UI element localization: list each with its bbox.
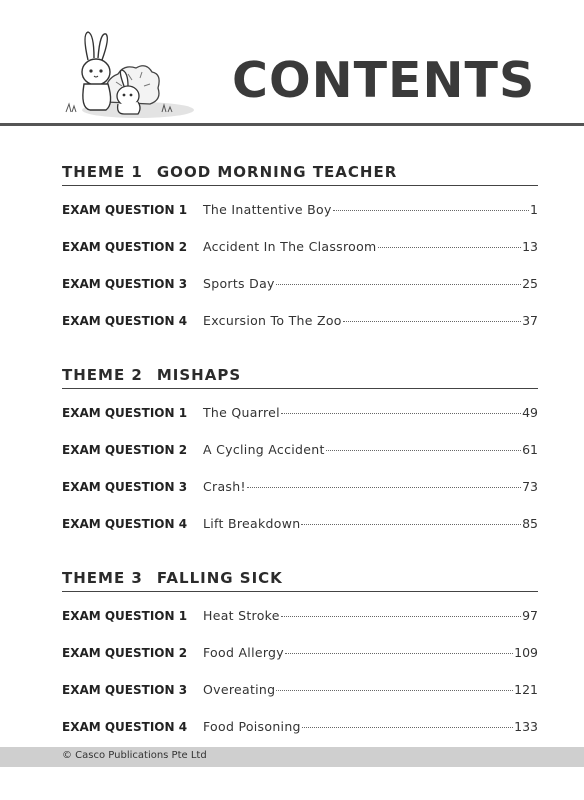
exam-question-label: EXAM QUESTION 2 — [62, 240, 188, 254]
dot-leader — [343, 321, 521, 322]
theme-number: THEME 2 — [62, 366, 143, 384]
entry-title: The Quarrel — [203, 405, 280, 420]
theme-heading — [62, 161, 538, 186]
dot-leader — [281, 616, 521, 617]
toc-entry[interactable] — [62, 313, 538, 331]
page-number: 49 — [522, 405, 538, 420]
page-number: 13 — [522, 239, 538, 254]
copyright-text: © Casco Publications Pte Ltd — [62, 750, 207, 761]
theme-section-2 — [62, 364, 538, 531]
dot-leader — [276, 690, 513, 691]
dot-leader — [281, 413, 521, 414]
toc-entry[interactable] — [62, 405, 538, 423]
exam-question-label: EXAM QUESTION 1 — [62, 203, 188, 217]
toc-entry[interactable] — [62, 682, 538, 700]
header-divider — [0, 123, 584, 126]
theme-name: FALLING SICK — [156, 569, 283, 587]
page-number: 1 — [530, 202, 538, 217]
dot-leader — [302, 727, 513, 728]
exam-question-label: EXAM QUESTION 3 — [62, 480, 188, 494]
dot-leader — [276, 284, 521, 285]
dot-leader — [301, 524, 521, 525]
footer-bar — [0, 747, 584, 767]
dot-leader — [285, 653, 513, 654]
entry-title: The Inattentive Boy — [203, 202, 332, 217]
exam-question-label: EXAM QUESTION 2 — [62, 646, 188, 660]
toc-entry[interactable] — [62, 479, 538, 497]
theme-heading — [62, 364, 538, 389]
page-number: 37 — [522, 313, 538, 328]
toc-entry[interactable] — [62, 516, 538, 534]
dot-leader — [326, 450, 521, 451]
theme-number: THEME 1 — [62, 163, 143, 181]
exam-question-label: EXAM QUESTION 2 — [62, 443, 188, 457]
entry-title: Food Poisoning — [203, 719, 301, 734]
entry-title: Crash! — [203, 479, 246, 494]
page-number: 61 — [522, 442, 538, 457]
dot-leader — [247, 487, 521, 488]
dot-leader — [378, 247, 522, 248]
page-number: 25 — [522, 276, 538, 291]
theme-section-3 — [62, 567, 538, 734]
toc-entry[interactable] — [62, 239, 538, 257]
theme-section-1 — [62, 161, 538, 328]
theme-heading — [62, 567, 538, 592]
exam-question-label: EXAM QUESTION 1 — [62, 406, 188, 420]
theme-name: MISHAPS — [156, 366, 242, 384]
page-number: 85 — [522, 516, 538, 531]
page-number: 121 — [514, 682, 538, 697]
exam-question-label: EXAM QUESTION 4 — [62, 314, 188, 328]
toc-entry[interactable] — [62, 645, 538, 663]
entry-title: Overeating — [203, 682, 276, 697]
exam-question-label: EXAM QUESTION 4 — [62, 517, 188, 531]
theme-number: THEME 3 — [62, 569, 143, 587]
page-title: CONTENTS — [232, 52, 536, 109]
entry-title: A Cycling Accident — [203, 442, 325, 457]
toc-entry[interactable] — [62, 202, 538, 220]
entry-title: Lift Breakdown — [203, 516, 301, 531]
toc-entry[interactable] — [62, 276, 538, 294]
entry-title: Sports Day — [203, 276, 275, 291]
page-number: 97 — [522, 608, 538, 623]
toc-entry[interactable] — [62, 719, 538, 737]
exam-question-label: EXAM QUESTION 3 — [62, 683, 188, 697]
entry-title: Excursion To The Zoo — [203, 313, 342, 328]
theme-name: GOOD MORNING TEACHER — [156, 163, 398, 181]
exam-question-label: EXAM QUESTION 3 — [62, 277, 188, 291]
entry-title: Food Allergy — [203, 645, 284, 660]
exam-question-label: EXAM QUESTION 4 — [62, 720, 188, 734]
page-number: 73 — [522, 479, 538, 494]
page-number: 133 — [514, 719, 538, 734]
page-number: 109 — [514, 645, 538, 660]
exam-question-label: EXAM QUESTION 1 — [62, 609, 188, 623]
entry-title: Heat Stroke — [203, 608, 280, 623]
toc-entry[interactable] — [62, 442, 538, 460]
entry-title: Accident In The Classroom — [203, 239, 377, 254]
toc-entry[interactable] — [62, 608, 538, 626]
dot-leader — [333, 210, 529, 211]
rabbits-illustration — [58, 30, 198, 122]
